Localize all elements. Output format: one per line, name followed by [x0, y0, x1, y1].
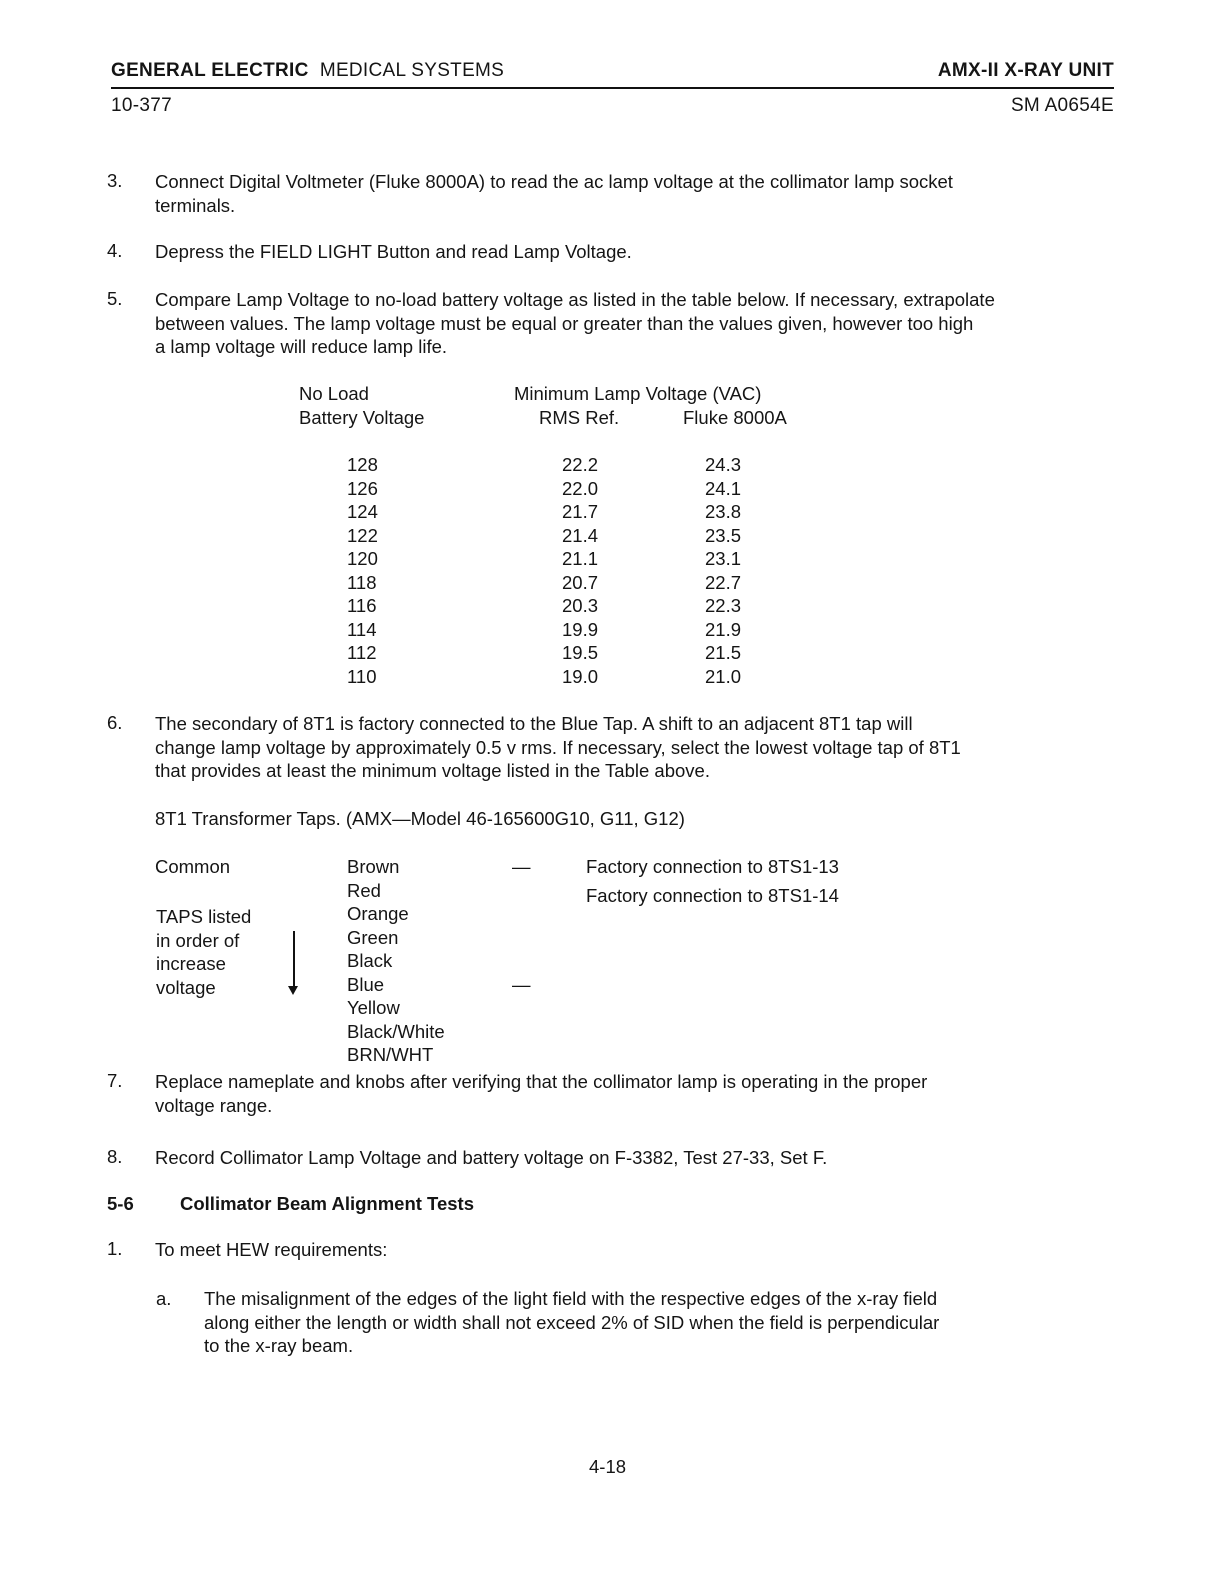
table-cell: 21.7 [562, 501, 599, 522]
table-header-fluke: Fluke 8000A [683, 407, 787, 428]
sub-item-a-line: The misalignment of the edges of the light field with the respective edges of the x-ray field [204, 1288, 938, 1309]
step-3-number: 3. [107, 170, 123, 191]
dash-brown: — [512, 856, 531, 877]
table-cell: 128 [347, 454, 378, 475]
sub-item-a-label: a. [156, 1288, 172, 1309]
step-4-number: 4. [107, 240, 123, 261]
taps-side-line: voltage [156, 976, 216, 998]
doc-date: 10-377 [111, 95, 172, 116]
table-cell: 21.4 [562, 524, 599, 546]
factory-note-1: Factory connection to 8TS1-13 [586, 856, 839, 877]
step-5-line: between values. The lamp voltage must be equal or greater than the values given, however too high [155, 312, 974, 334]
table-cell: 20.7 [562, 571, 599, 593]
table-header-min-lamp-voltage: Minimum Lamp Voltage (VAC) [514, 383, 762, 404]
company-division: MEDICAL SYSTEMS [319, 60, 505, 81]
table-header-battery-voltage: Battery Voltage [299, 407, 425, 428]
taps-side-label [156, 905, 251, 999]
table-cell: 20.3 [562, 595, 599, 616]
product-title: AMX-II X-RAY UNIT [937, 60, 1114, 81]
sub-item-a-line: along either the length or width shall not exceed 2% of SID when the field is perpendicular [204, 1311, 940, 1333]
step-8-text [155, 1146, 1130, 1170]
header-rule [111, 87, 1114, 89]
table-cell: 118 [347, 571, 377, 593]
sub-item-a-line: to the x-ray beam. [204, 1335, 354, 1356]
rms-ref-column [562, 453, 598, 688]
step-7-line: voltage range. [155, 1094, 273, 1116]
tap-color: Blue [347, 973, 385, 995]
table-header-no-load: No Load [299, 383, 369, 404]
table-cell: 120 [347, 548, 378, 569]
table-cell: 22.7 [705, 571, 742, 593]
tap-color: Yellow [347, 997, 400, 1018]
table-cell: 24.1 [705, 477, 742, 499]
factory-note-2: Factory connection to 8TS1-14 [586, 885, 839, 906]
step-6-line: that provides at least the minimum voltage listed in the Table above. [155, 760, 710, 781]
step-6-number: 6. [107, 712, 123, 733]
table-cell: 116 [347, 595, 377, 616]
tap-color: BRN/WHT [347, 1044, 434, 1065]
tap-color: Black/White [347, 1020, 445, 1042]
step-6-text [155, 712, 1130, 783]
table-cell: 21.9 [705, 618, 742, 640]
increase-arrow-line [293, 931, 295, 989]
section-number: 5-6 [107, 1193, 134, 1214]
tap-color: Black [347, 950, 393, 971]
dash-blue: — [512, 974, 531, 995]
step-7-text [155, 1070, 1130, 1117]
battery-voltage-column [347, 453, 378, 688]
step-6-line: The secondary of 8T1 is factory connected to the Blue Tap. A shift to an adjacent 8T1 tap will [155, 713, 913, 734]
taps-side-line: in order of [156, 929, 240, 951]
section-title: Collimator Beam Alignment Tests [180, 1193, 474, 1214]
table-cell: 110 [347, 665, 377, 687]
fluke-column [705, 453, 741, 688]
table-cell: 124 [347, 501, 378, 522]
page-number: 4-18 [589, 1456, 627, 1477]
step-7-number: 7. [107, 1070, 123, 1091]
taps-side-line: TAPS listed [156, 906, 252, 927]
down-arrow-icon [288, 986, 298, 995]
step-5-line: a lamp voltage will reduce lamp life. [155, 336, 448, 357]
table-cell: 19.9 [562, 618, 599, 640]
table-cell: 19.0 [562, 665, 599, 687]
table-cell: 19.5 [562, 642, 599, 663]
taps-side-line: increase [156, 953, 226, 974]
table-cell: 126 [347, 477, 378, 499]
table-cell: 23.8 [705, 501, 742, 522]
step-5-text [155, 288, 1130, 359]
step-5-number: 5. [107, 288, 123, 309]
doc-number: SM A0654E [1010, 95, 1114, 116]
table-cell: 114 [347, 618, 377, 640]
step-3-text [155, 170, 1130, 217]
table-cell: 21.5 [705, 642, 742, 663]
sub-item-a-text [204, 1287, 1104, 1358]
tap-colors-list [347, 855, 445, 1067]
table-cell: 21.1 [562, 548, 599, 569]
step-4-line: Depress the FIELD LIGHT Button and read Lamp Voltage. [155, 241, 632, 262]
tap-color: Green [347, 926, 399, 948]
tap-color: Orange [347, 903, 409, 924]
table-cell: 22.2 [562, 454, 599, 475]
table-header-rms-ref: RMS Ref. [539, 407, 620, 428]
step-4-text [155, 240, 1130, 264]
table-cell: 22.0 [562, 477, 599, 499]
step-5-line: Compare Lamp Voltage to no-load battery voltage as listed in the table below. If necessary, extrapolate [155, 289, 995, 310]
step-8-number: 8. [107, 1146, 123, 1167]
table-cell: 22.3 [705, 595, 742, 616]
table-cell: 122 [347, 524, 378, 546]
step-3-line: terminals. [155, 194, 236, 216]
company-name: GENERAL ELECTRIC [111, 60, 309, 81]
table-cell: 21.0 [705, 665, 742, 687]
taps-title: 8T1 Transformer Taps. (AMX—Model 46-165600G10, G11, G12) [155, 808, 685, 829]
section-item-1-text [155, 1238, 1130, 1262]
table-cell: 24.3 [705, 454, 742, 475]
step-3-line: Connect Digital Voltmeter (Fluke 8000A) to read the ac lamp voltage at the collimator lamp socket [155, 171, 953, 192]
taps-common-label: Common [155, 856, 231, 877]
section-item-1-number: 1. [107, 1238, 123, 1259]
table-cell: 23.1 [705, 548, 742, 569]
table-cell: 112 [347, 642, 377, 663]
step-8-line: Record Collimator Lamp Voltage and battery voltage on F-3382, Test 27-33, Set F. [155, 1147, 828, 1168]
table-cell: 23.5 [705, 524, 742, 546]
tap-color: Red [347, 879, 381, 901]
step-7-line: Replace nameplate and knobs after verifying that the collimator lamp is operating in the proper [155, 1071, 928, 1092]
tap-color: Brown [347, 856, 400, 877]
header-company [111, 60, 504, 82]
step-6-line: change lamp voltage by approximately 0.5 v rms. If necessary, select the lowest voltage tap of 8T1 [155, 736, 961, 758]
section-item-1-line: To meet HEW requirements: [155, 1239, 388, 1260]
